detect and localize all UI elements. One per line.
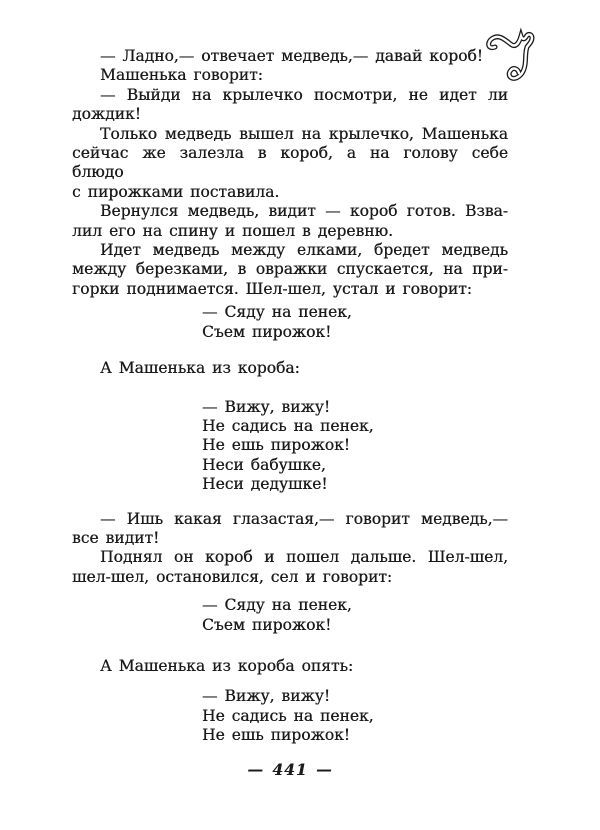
text-block xyxy=(72,47,508,779)
verse-line: Не садись на пенек, xyxy=(202,416,374,435)
text-line: шел-шел, остановился, сел и говорит: xyxy=(72,567,393,586)
paragraph xyxy=(72,202,508,241)
verse-block xyxy=(202,398,508,495)
paragraph xyxy=(72,657,508,676)
text-line: Только медведь вышел на крылечко, Машенька xyxy=(100,124,508,143)
paragraph xyxy=(72,241,508,299)
text-line: — Выйди на крылечко посмотри, не идет ли xyxy=(100,85,508,104)
verse-block xyxy=(202,596,508,635)
verse-line: — Вижу, вижу! xyxy=(202,687,331,706)
paragraph xyxy=(72,86,508,125)
text-line: все видит! xyxy=(72,528,160,547)
text-line: горки поднимается. Шел-шел, устал и говорит: xyxy=(72,279,472,298)
text-line: Идет медведь между елками, бредет медведь xyxy=(100,241,508,260)
text-line: с пирожками поставила. xyxy=(72,182,280,201)
text-line: Поднял он короб и пошел дальше. Шел-шел, xyxy=(100,548,508,567)
paragraph xyxy=(72,359,508,378)
verse-line: Не ешь пирожок! xyxy=(202,436,350,455)
verse-line: Не ешь пирожок! xyxy=(202,726,350,745)
verse-line: Неси дедушке! xyxy=(202,475,328,494)
verse-line: — Вижу, вижу! xyxy=(202,397,331,416)
text-line: Машенька говорит: xyxy=(100,66,263,85)
paragraph xyxy=(72,548,508,587)
text-line: — Ишь какая глазастая,— говорит медведь,— xyxy=(100,509,508,528)
paragraph xyxy=(72,125,508,203)
text-line: А Машенька из короба: xyxy=(100,359,300,378)
text-line: А Машенька из короба опять: xyxy=(100,656,354,675)
verse-block xyxy=(202,687,508,745)
verse-block xyxy=(202,303,508,342)
text-line: Вернулся медведь, видит — короб готов. Взва- xyxy=(100,202,508,221)
paragraph xyxy=(72,66,508,85)
text-line: лил его на спину и пошел в деревню. xyxy=(72,221,393,240)
paragraph xyxy=(72,510,508,549)
text-line: дождик! xyxy=(72,105,141,124)
text-line: сейчас же залезла в короб, а на голову себе блюдо xyxy=(72,144,508,182)
paragraph xyxy=(72,47,508,66)
verse-line: — Сяду на пенек, xyxy=(202,596,352,615)
verse-line: — Сяду на пенек, xyxy=(202,303,352,322)
verse-line: Съем пирожок! xyxy=(202,322,332,341)
page-number: — 441 — xyxy=(247,759,333,779)
verse-line: Съем пирожок! xyxy=(202,615,332,634)
verse-line: Неси бабушке, xyxy=(202,455,326,474)
text-line: — Ладно,— отвечает медведь,— давай короб! xyxy=(100,47,483,65)
text-line: между березками, в овражки спускается, на при- xyxy=(72,260,508,279)
verse-line: Не садись на пенек, xyxy=(202,706,374,725)
